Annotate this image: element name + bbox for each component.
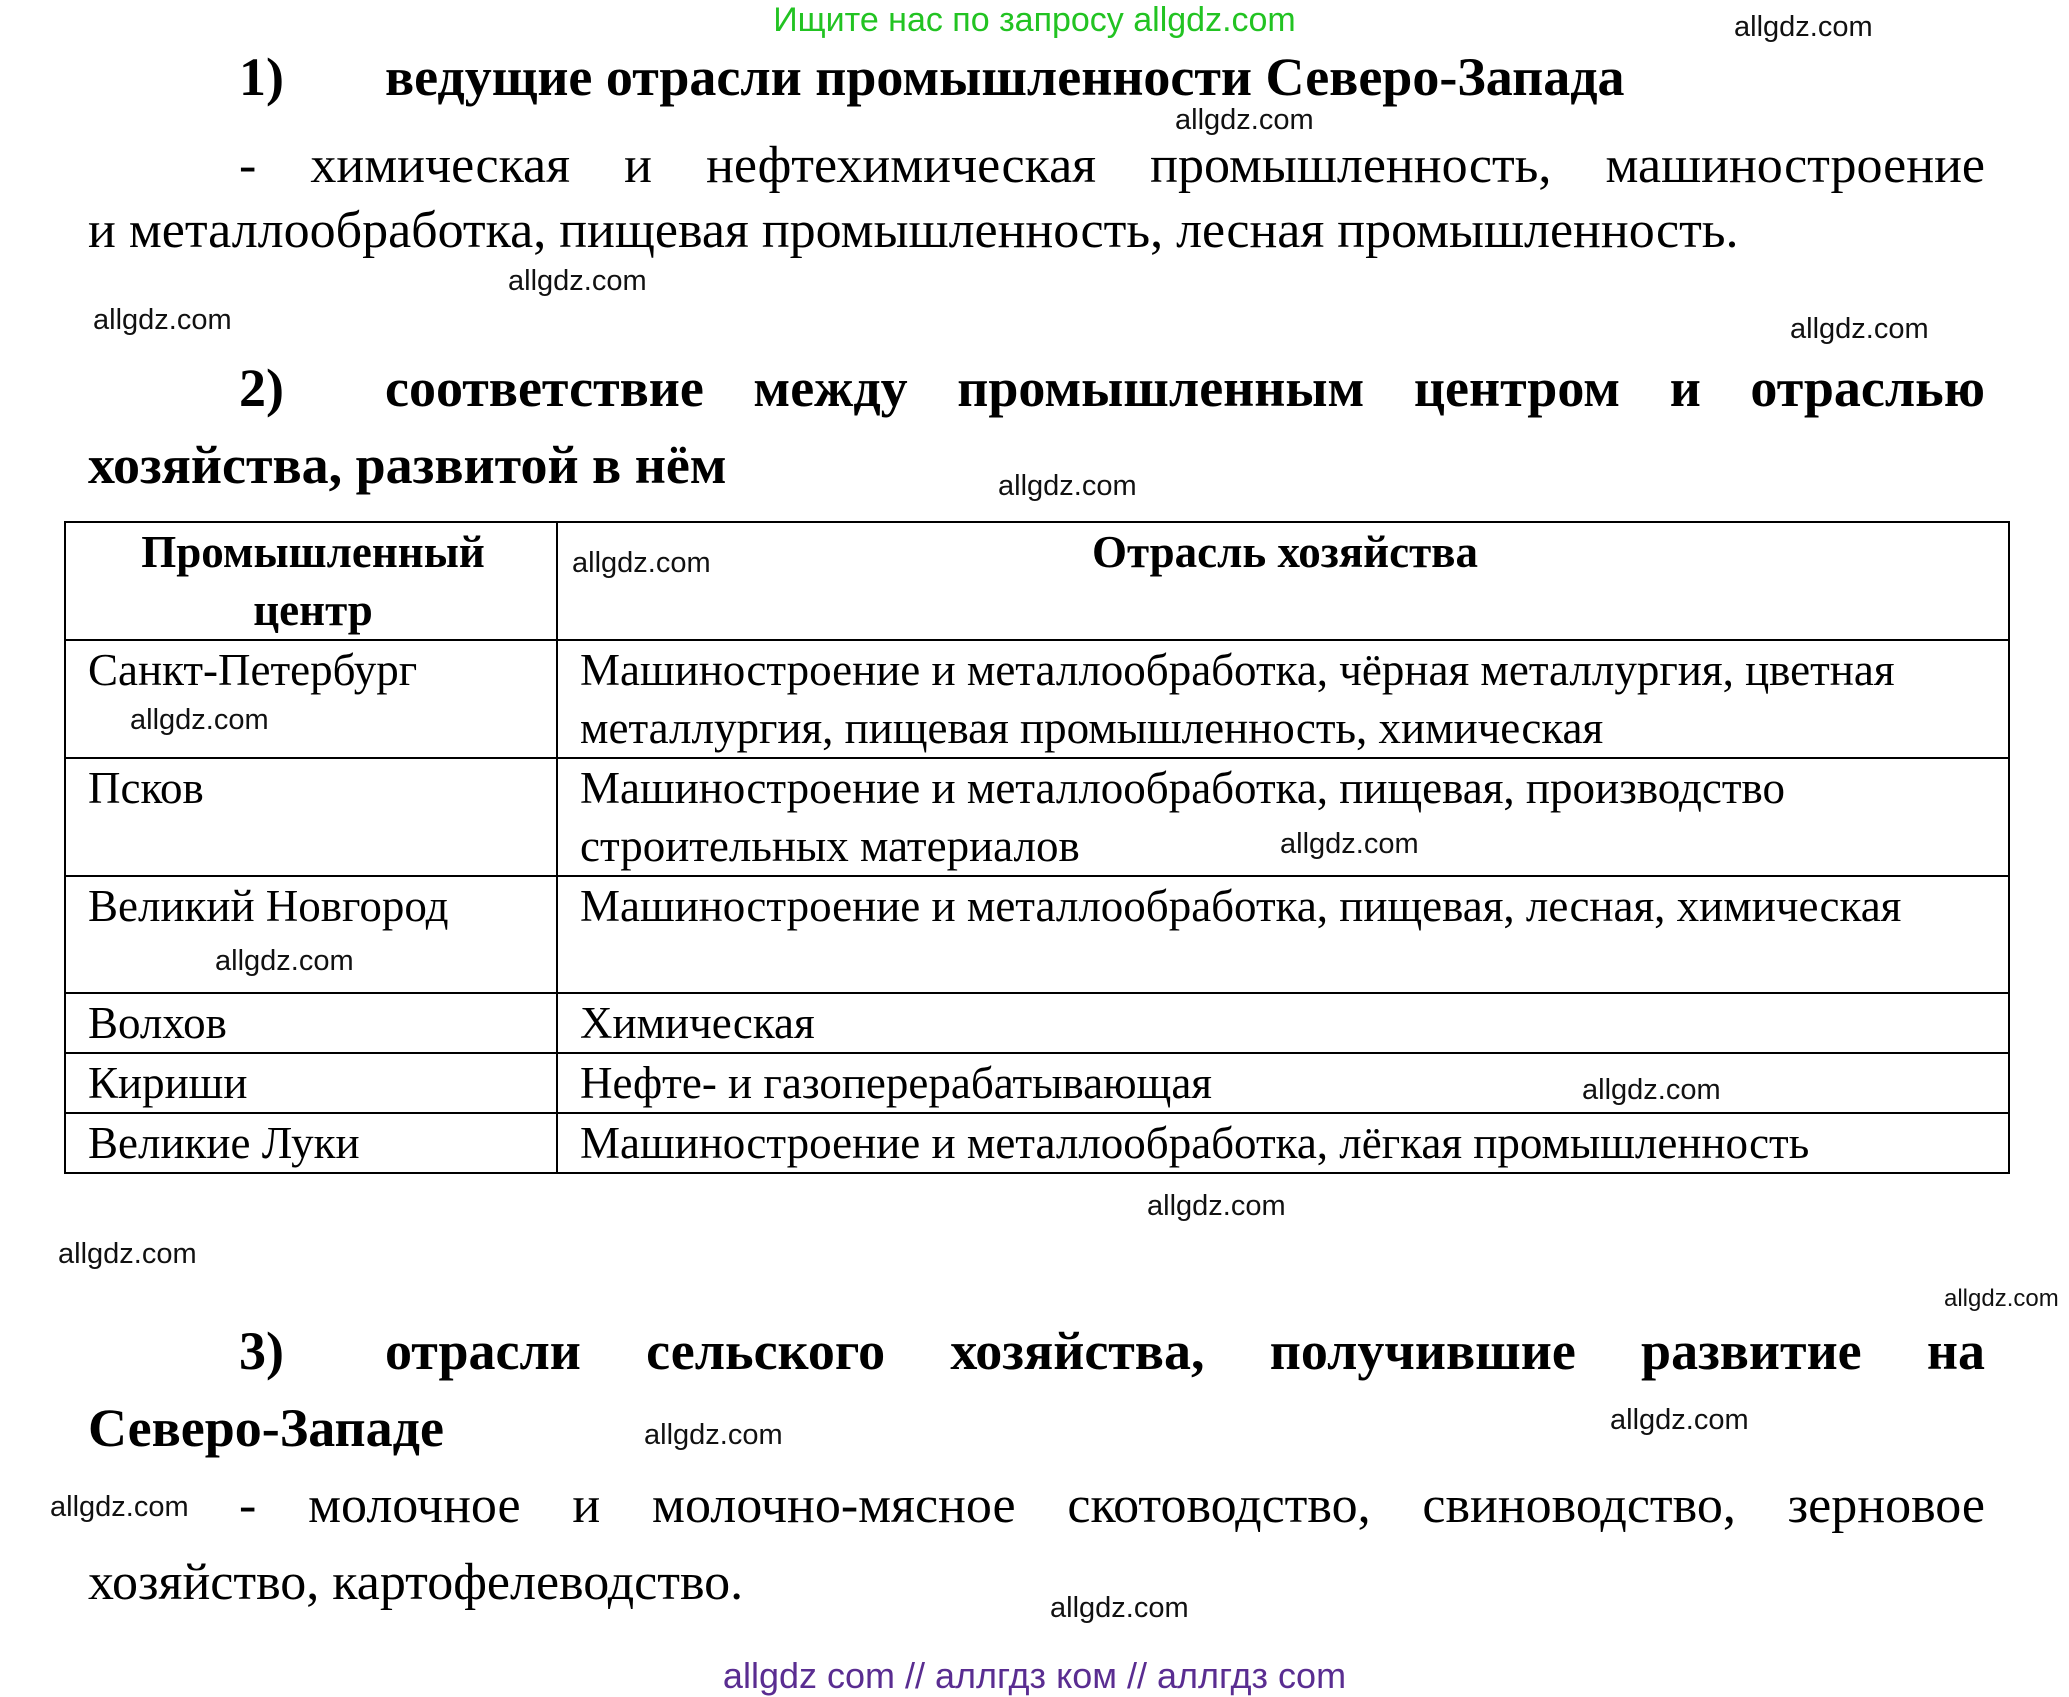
watermark: allgdz.com — [1050, 1592, 1189, 1624]
table-header-row — [65, 522, 2009, 640]
cell-center: Волхов — [65, 993, 557, 1053]
watermark: allgdz.com — [1944, 1285, 2059, 1312]
watermark: allgdz.com — [1734, 11, 1873, 43]
section3-number: 3) — [239, 1321, 284, 1381]
section1-number: 1) — [239, 47, 284, 107]
section3-line-2: хозяйство, картофелеводство. — [88, 1554, 744, 1611]
watermark: allgdz.com — [1610, 1404, 1749, 1436]
cell-center: Санкт-Петербург — [65, 640, 557, 758]
watermark: allgdz.com — [130, 704, 269, 736]
section3-heading-line-1: отрасли сельского хозяйства, получившие развитие на — [385, 1321, 1985, 1381]
section3-line-1: - молочное и молочно-мясное скотоводство, свиноводство, зерновое — [239, 1477, 1985, 1534]
bottom-banner: allgdz com // аллгдз ком // аллгдз com — [722, 1655, 1347, 1696]
section3-heading-line-2: Северо-Западе — [88, 1398, 444, 1458]
watermark: allgdz.com — [1175, 104, 1314, 136]
watermark: allgdz.com — [1582, 1074, 1721, 1106]
cell-industry: Машиностроение и металлообработка, чёрная металлургия, цветная металлургия, пищевая промышленность, химическая — [557, 640, 2009, 758]
header-center: Промышленный центр — [65, 522, 557, 640]
table-row — [65, 876, 2009, 993]
section1-line-2: и металлообработка, пищевая промышленность, лесная промышленность. — [88, 202, 1739, 259]
section2-heading-line-2: хозяйства, развитой в нём — [88, 435, 727, 495]
cell-industry: Машиностроение и металлообработка, пищевая, лесная, химическая — [557, 876, 2009, 993]
cell-center: Кириши — [65, 1053, 557, 1113]
watermark: allgdz.com — [50, 1491, 189, 1523]
watermark: allgdz.com — [1280, 828, 1419, 860]
cell-center: Псков — [65, 758, 557, 876]
cell-center: Великие Луки — [65, 1113, 557, 1173]
watermark: allgdz.com — [215, 945, 354, 977]
watermark: allgdz.com — [1790, 313, 1929, 345]
cell-industry: Нефте- и газоперерабатывающая — [557, 1053, 2009, 1113]
table-row — [65, 640, 2009, 758]
search-banner: Ищите нас по запросу allgdz.com — [773, 1, 1296, 39]
section1-heading: ведущие отрасли промышленности Северо-Запада — [385, 47, 1625, 107]
table-row — [65, 993, 2009, 1053]
watermark: allgdz.com — [508, 265, 647, 297]
section2-number: 2) — [239, 358, 284, 418]
section2-heading-line-1: соответствие между промышленным центром и отраслью — [385, 358, 1985, 418]
watermark: allgdz.com — [998, 470, 1137, 502]
cell-industry: Химическая — [557, 993, 2009, 1053]
watermark: allgdz.com — [644, 1419, 783, 1451]
cell-industry: Машиностроение и металлообработка, пищевая, производство строительных материалов — [557, 758, 2009, 876]
section1-line-1: - химическая и нефтехимическая промышленность, машиностроение — [239, 137, 1985, 194]
header-industry: Отрасль хозяйства — [557, 522, 2009, 640]
cell-industry: Машиностроение и металлообработка, лёгкая промышленность — [557, 1113, 2009, 1173]
table-row — [65, 1113, 2009, 1173]
watermark: allgdz.com — [1147, 1190, 1286, 1222]
watermark: allgdz.com — [572, 547, 711, 579]
watermark: allgdz.com — [58, 1238, 197, 1270]
watermark: allgdz.com — [93, 304, 232, 336]
table-row — [65, 758, 2009, 876]
cell-center: Великий Новгород — [65, 876, 557, 993]
